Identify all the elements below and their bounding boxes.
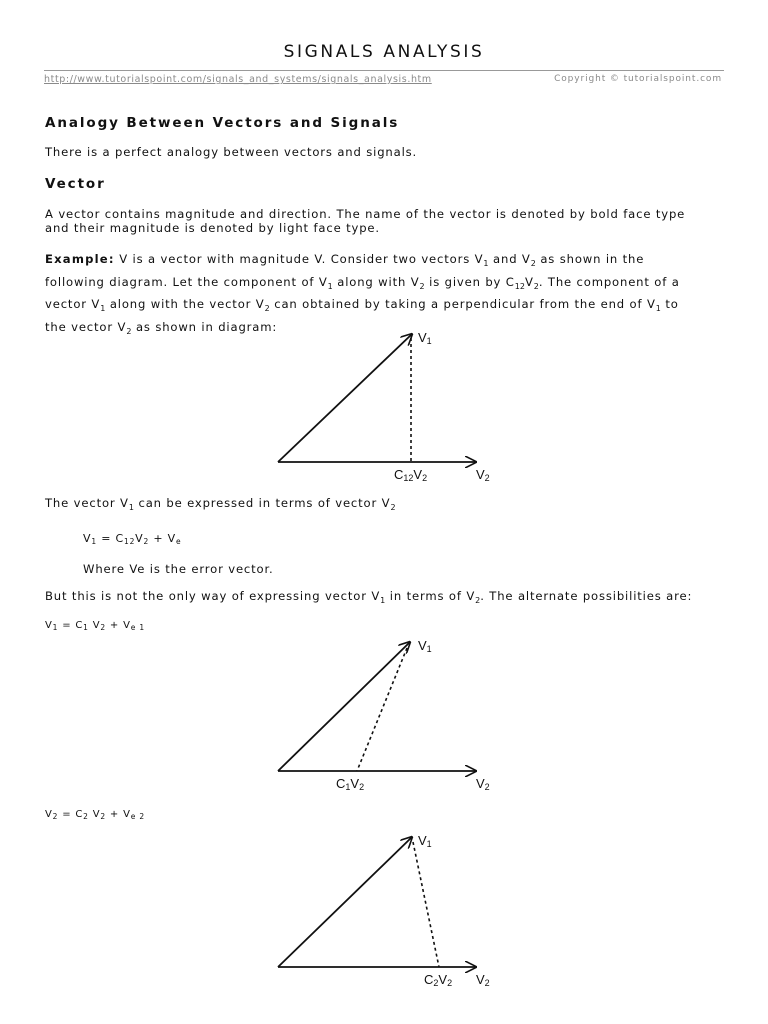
text-run: vector V [45, 297, 101, 311]
diagram-2-v2-label: V2 [476, 776, 490, 792]
text-run: along with V [332, 275, 420, 289]
text-run: and V [488, 252, 531, 266]
text-run: following diagram. Let the component of V [45, 275, 328, 289]
diagram-3-v1-label: V1 [418, 833, 432, 849]
subscript: e 1 [130, 623, 145, 632]
diagram-1-component-label: C12V2 [394, 467, 428, 483]
equation-main [83, 532, 181, 546]
text-run: as shown in diagram: [131, 320, 278, 334]
subscript: 1 [128, 503, 134, 512]
text-run: can be expressed in terms of vector V [133, 496, 391, 510]
vector-para-line-1: A vector contains magnitude and direction. The name of the vector is denoted by bold face type [45, 207, 686, 221]
subscript: 1 [327, 282, 333, 291]
copyright-text: Copyright © tutorialspoint.com [554, 74, 722, 84]
text-run: + V [105, 620, 131, 631]
text-run: to [660, 297, 679, 311]
subscript: 1 [483, 259, 489, 268]
equation-alt-1 [45, 620, 145, 632]
subscript: 2 [390, 503, 396, 512]
subscript: 1 [100, 304, 106, 313]
text-run: The vector V [45, 496, 129, 510]
text-run: V is a vector with magnitude V. Consider two vectors V [114, 252, 484, 266]
oblique-dashed-line-2 [413, 842, 439, 967]
text-run: + V [149, 532, 176, 545]
diagram-3-v2-label: V2 [476, 972, 490, 988]
text-run: V [88, 620, 101, 631]
diagram-3-component-label: C2V2 [424, 972, 453, 988]
text-run: along with the vector V [105, 297, 265, 311]
text-run: can obtained by taking a perpendicular from the end of V [269, 297, 656, 311]
expression-intro-line [45, 496, 396, 515]
vector-v1-arrow-2 [278, 642, 410, 771]
text-run: V [83, 532, 92, 545]
vector-para-line-2: and their magnitude is denoted by light face type. [45, 221, 380, 235]
text-run: = C [96, 532, 124, 545]
diagram-1-shapes [278, 334, 476, 462]
subscript: 2 [530, 259, 536, 268]
subscript: e [176, 537, 182, 546]
page-title: SIGNALS ANALYSIS [283, 42, 485, 62]
subscript: 1 [83, 623, 89, 632]
subscript: 2 [419, 282, 425, 291]
alternate-intro-line [45, 589, 692, 608]
diagram-2-component-label: C1V2 [336, 776, 365, 792]
example-label: Example: [45, 252, 115, 266]
subscript: 2 [475, 596, 481, 605]
diagram-1-v2-label: V2 [476, 467, 490, 483]
diagram-2-v1-label: V1 [418, 638, 432, 654]
subscript: 2 [126, 327, 132, 336]
text-run: = C [58, 620, 84, 631]
text-run: V [135, 532, 144, 545]
subscript: 2 [264, 304, 270, 313]
text-run: V [524, 275, 534, 289]
analogy-text: There is a perfect analogy between vectors and signals. [45, 145, 418, 159]
error-vector-note: Where Ve is the error vector. [83, 562, 274, 576]
diagram-1-v1-label: V1 [418, 330, 432, 346]
source-url-link[interactable]: http://www.tutorialspoint.com/signals_and_systems/signals_analysis.htm [44, 74, 432, 85]
text-run: V [45, 809, 53, 820]
subscript: 12 [514, 282, 525, 291]
text-run: But this is not the only way of expressing vector V [45, 589, 381, 603]
section-heading-vector: Vector [45, 176, 106, 192]
subscript: 1 [52, 623, 59, 632]
section-heading-analogy: Analogy Between Vectors and Signals [45, 115, 400, 131]
text-run: in terms of V [385, 589, 476, 603]
subscript: 2 [83, 812, 89, 821]
diagram-3-shapes [278, 837, 476, 967]
text-run: V [88, 809, 101, 820]
text-run: . The alternate possibilities are: [480, 589, 693, 603]
subscript: 2 [533, 282, 539, 291]
oblique-dashed-line-1 [357, 648, 407, 771]
text-run: V [45, 620, 53, 631]
subscript: 2 [100, 812, 106, 821]
subscript: 2 [100, 623, 106, 632]
subscript: 12 [124, 537, 136, 546]
text-run: as shown in the [535, 252, 645, 266]
text-run: = C [58, 809, 84, 820]
diagram-2-shapes [278, 642, 476, 771]
subscript: 1 [91, 537, 97, 546]
text-run: . The component of a [538, 275, 680, 289]
vector-v1-arrow-3 [278, 837, 412, 967]
text-run: the vector V [45, 320, 127, 334]
subscript: e 2 [130, 812, 145, 821]
vector-v1-arrow [278, 334, 412, 462]
equation-alt-2 [45, 809, 145, 821]
text-run: + V [105, 809, 131, 820]
text-run: is given by C [424, 275, 515, 289]
subscript: 1 [380, 596, 386, 605]
subscript: 2 [52, 812, 59, 821]
subscript: 2 [143, 537, 150, 546]
subscript: 1 [655, 304, 661, 313]
